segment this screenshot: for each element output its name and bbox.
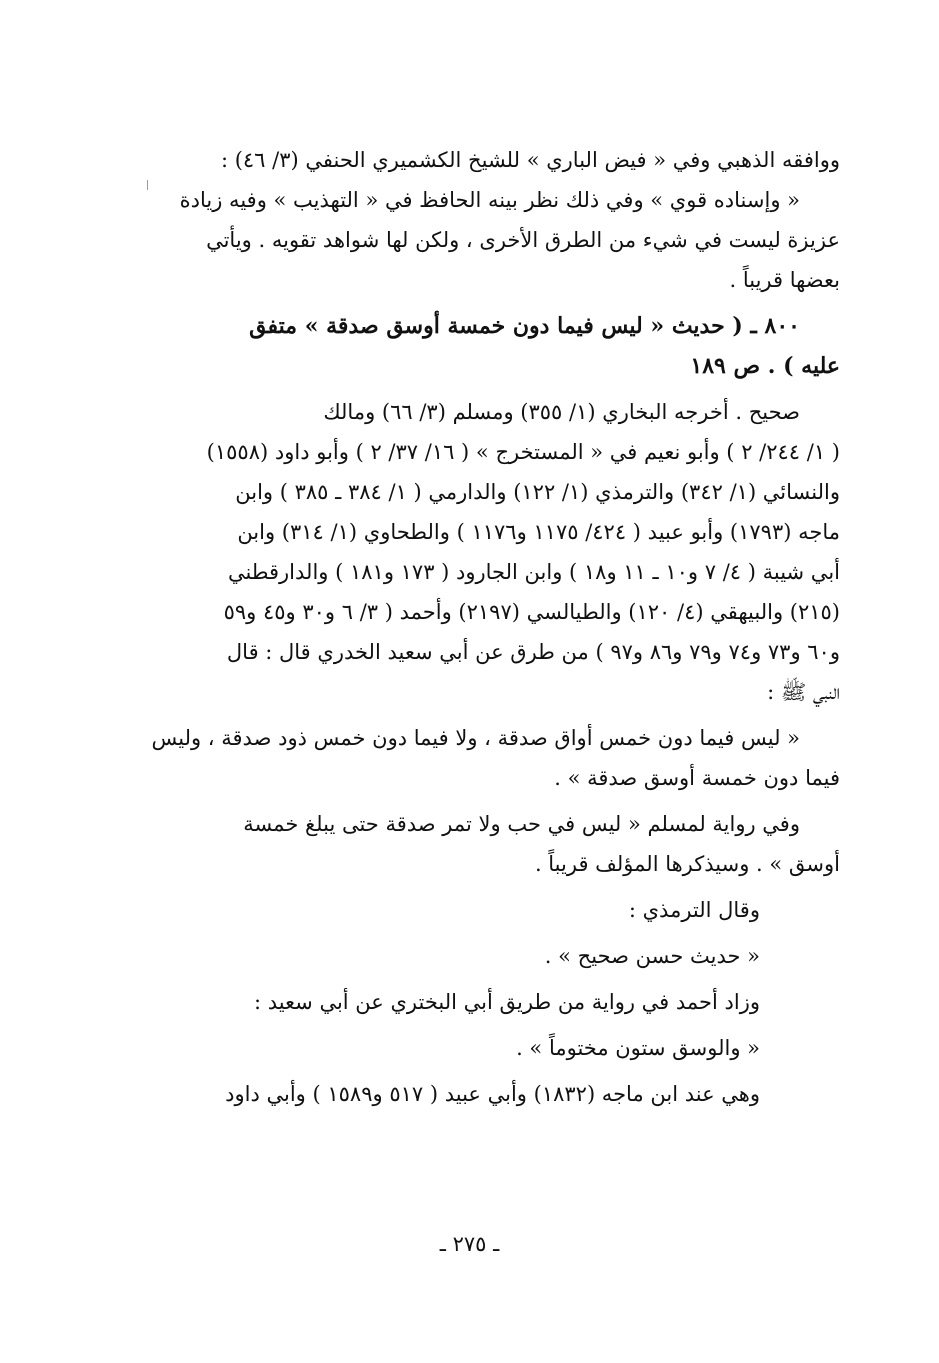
text-line: صحيح . أخرجه البخاري (١/ ٣٥٥) ومسلم (٣/ ٦٦) ومالك xyxy=(323,400,800,424)
quote-line: « حديث حسن صحيح » . xyxy=(544,944,760,968)
page-number: ـ ٢٧٥ ـ xyxy=(439,1232,500,1256)
text-line: بعضها قريباً . xyxy=(729,268,840,292)
text-line: النبي ﷺ : xyxy=(767,680,840,704)
quote-line: فيما دون خمسة أوسق صدقة » . xyxy=(554,766,840,790)
hadith-heading: ٨٠٠ ـ ( حديث « ليس فيما دون خمسة أوسق صدقة » متفق xyxy=(249,313,800,339)
text-line: أبي شيبة ( ٤/ ٧ و١٠ ـ ١١ و١٨ ) وابن الجارود ( ١٧٣ و١٨١ ) والدارقطني xyxy=(227,560,840,584)
margin-mark xyxy=(147,180,148,190)
text-line: عزيزة ليست في شيء من الطرق الأخرى ، ولكن لها شواهد تقويه . ويأتي xyxy=(206,228,840,252)
body-text xyxy=(150,140,840,1114)
quote-line: « والوسق ستون مختوماً » . xyxy=(516,1036,760,1060)
text-line: وفي رواية لمسلم « ليس في حب ولا تمر صدقة حتى يبلغ خمسة xyxy=(243,812,800,836)
text-line: ( ١/ ٢٤٤/ ٢ ) وأبو نعيم في « المستخرج » ( ١٦/ ٣٧/ ٢ ) وأبو داود (١٥٥٨) xyxy=(206,440,840,464)
quote-line: « ليس فيما دون خمس أواق صدقة ، ولا فيما دون خمس ذود صدقة ، وليس xyxy=(151,726,800,750)
text-line: ووافقه الذهبي وفي « فيض الباري » للشيخ الكشميري الحنفي (٣/ ٤٦) : xyxy=(220,148,840,172)
text-line: أوسق » . وسيذكرها المؤلف قريباً . xyxy=(534,852,840,876)
text-line: وهي عند ابن ماجه (١٨٣٢) وأبي عبيد ( ٥١٧ و١٥٨٩ ) وأبي داود xyxy=(225,1082,760,1106)
text-line: و٦٠ و٧٣ و٧٤ و٧٩ و٨٦ و٩٧ ) من طرق عن أبي سعيد الخدري قال : قال xyxy=(226,640,840,664)
text-line: وقال الترمذي : xyxy=(628,898,760,922)
text-line: وزاد أحمد في رواية من طريق أبي البختري عن أبي سعيد : xyxy=(253,990,760,1014)
text-line: « وإسناده قوي » وفي ذلك نظر بينه الحافظ في « التهذيب » وفيه زيادة xyxy=(179,188,800,212)
text-line: والنسائي (١/ ٣٤٢) والترمذي (١/ ١٢٢) والدارمي ( ١/ ٣٨٤ ـ ٣٨٥ ) وابن xyxy=(235,480,840,504)
text-line: (٢١٥) والبيهقي (٤/ ١٢٠) والطيالسي (٢١٩٧) وأحمد ( ٣/ ٦ و٣٠ و٤٥ و٥٩ xyxy=(223,600,840,624)
text-line: ماجه (١٧٩٣) وأبو عبيد ( ٤٢٤/ ١١٧٥ و١١٧٦ ) والطحاوي (١/ ٣١٤) وابن xyxy=(237,520,840,544)
hadith-heading-continued: عليه ) . ص ١٨٩ xyxy=(690,353,840,379)
